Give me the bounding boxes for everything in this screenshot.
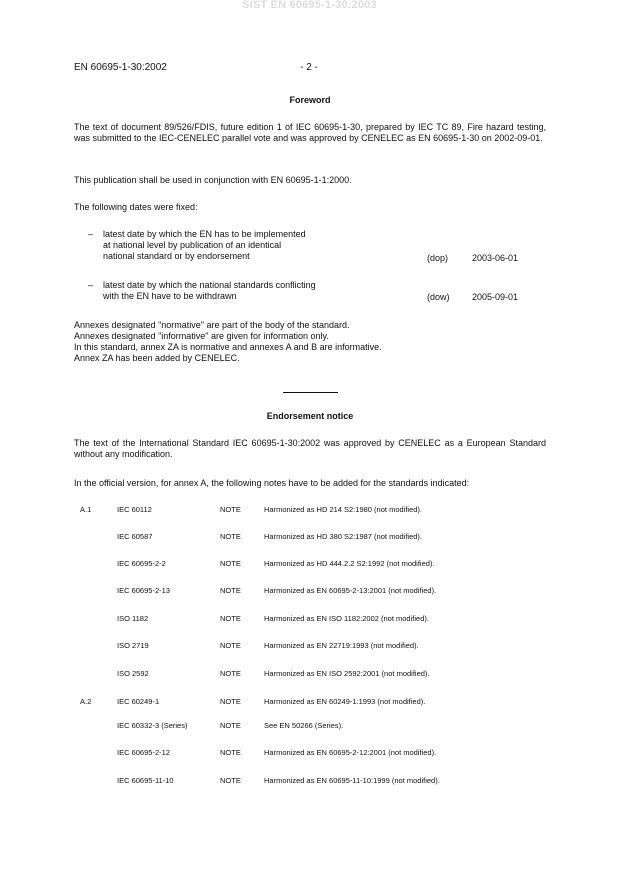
endorsement-paragraph-2: In the official version, for annex A, the following notes have to be added for the standards indicated: — [74, 478, 470, 488]
note-text: Harmonized as EN 22719:1993 (not modified). — [264, 641, 419, 650]
note-standard: IEC 60587 — [117, 532, 153, 541]
header-page-number: - 2 - — [300, 62, 318, 73]
note-standard: IEC 60695-11-10 — [117, 776, 174, 785]
date-value: 2005-09-01 — [472, 292, 519, 302]
note-section: A.1 — [80, 505, 92, 514]
note-text: Harmonized as EN 60249-1:1993 (not modified). — [264, 697, 426, 706]
note-section: A.2 — [80, 697, 92, 706]
note-label: NOTE — [220, 748, 241, 757]
endorsement-paragraph-1: The text of the International Standard IEC 60695-1-30:2002 was approved by CENELEC as a European Standard without any modification. — [74, 438, 546, 459]
note-text: Harmonized as HD 444.2.2 S2:1992 (not modified). — [264, 559, 435, 568]
note-label: NOTE — [220, 614, 241, 623]
date-value: 2003-06-01 — [472, 253, 519, 263]
note-label: NOTE — [220, 532, 241, 541]
note-standard: ISO 2719 — [117, 641, 149, 650]
section-divider — [283, 392, 338, 393]
date-item-line: national standard or by endorsement — [103, 251, 250, 261]
foreword-paragraph-1: The text of document 89/526/FDIS, future edition 1 of IEC 60695-1-30, prepared by IEC TC 89, Fire hazard testing, was submitted to the IEC-CENELEC parallel vote and was approved by CENELEC as EN 60695-1-30 on 2002-09-01. — [74, 122, 546, 143]
note-label: NOTE — [220, 559, 241, 568]
note-label: NOTE — [220, 721, 241, 730]
foreword-paragraph-2: This publication shall be used in conjunction with EN 60695-1-1:2000. — [74, 175, 352, 185]
note-label: NOTE — [220, 586, 241, 595]
annex-line: Annexes designated "normative" are part of the body of the standard. — [74, 320, 350, 330]
foreword-title: Foreword — [289, 95, 331, 105]
note-standard: IEC 60112 — [117, 505, 152, 514]
note-label: NOTE — [220, 641, 241, 650]
dash-bullet: – — [88, 229, 94, 239]
foreword-paragraph-3: The following dates were fixed: — [74, 202, 198, 212]
dash-bullet: – — [88, 280, 94, 290]
note-text: Harmonized as EN ISO 1182:2002 (not modified). — [264, 614, 429, 623]
endorsement-title: Endorsement notice — [266, 411, 354, 421]
note-standard: IEC 60332-3 (Series) — [117, 721, 188, 730]
annex-line: Annex ZA has been added by CENELEC. — [74, 353, 240, 363]
date-item-line: with the EN have to be withdrawn — [103, 291, 237, 301]
note-text: Harmonized as EN 60695-2-12:2001 (not modified). — [264, 748, 437, 757]
note-label: NOTE — [220, 697, 241, 706]
header-doc-id: EN 60695-1-30:2002 — [74, 62, 167, 73]
note-standard: IEC 60695-2-13 — [117, 586, 170, 595]
date-item-line: latest date by which the EN has to be implemented — [103, 229, 306, 239]
date-code: (dow) — [427, 292, 450, 302]
note-standard: IEC 60695-2-12 — [117, 748, 170, 757]
annex-line: In this standard, annex ZA is normative and annexes A and B are informative. — [74, 342, 382, 352]
date-item-line: at national level by publication of an identical — [103, 240, 282, 250]
note-text: Harmonized as EN ISO 2592:2001 (not modified). — [264, 669, 430, 678]
date-item-description — [103, 229, 403, 262]
annex-line: Annexes designated "informative" are given for information only. — [74, 331, 329, 341]
watermark: SIST EN 60695-1-30:2003 — [242, 0, 377, 11]
note-standard: ISO 1182 — [117, 614, 149, 623]
note-text: Harmonized as HD 214 S2:1980 (not modified). — [264, 505, 422, 514]
note-text: Harmonized as HD 380 S2:1987 (not modified). — [264, 532, 422, 541]
note-standard: IEC 60249-1 — [117, 697, 160, 706]
note-text: See EN 50266 (Series). — [264, 721, 344, 730]
note-label: NOTE — [220, 776, 241, 785]
note-text: Harmonized as EN 60695-2-13:2001 (not modified). — [264, 586, 437, 595]
note-text: Harmonized as EN 60695-11-10:1999 (not modified). — [264, 776, 440, 785]
date-item-line: latest date by which the national standards conflicting — [103, 280, 316, 290]
note-label: NOTE — [220, 505, 241, 514]
date-item-description — [103, 280, 403, 302]
note-standard: ISO 2592 — [117, 669, 149, 678]
note-label: NOTE — [220, 669, 241, 678]
date-code: (dop) — [427, 253, 449, 263]
note-standard: IEC 60695-2-2 — [117, 559, 166, 568]
annex-notes — [74, 320, 546, 364]
